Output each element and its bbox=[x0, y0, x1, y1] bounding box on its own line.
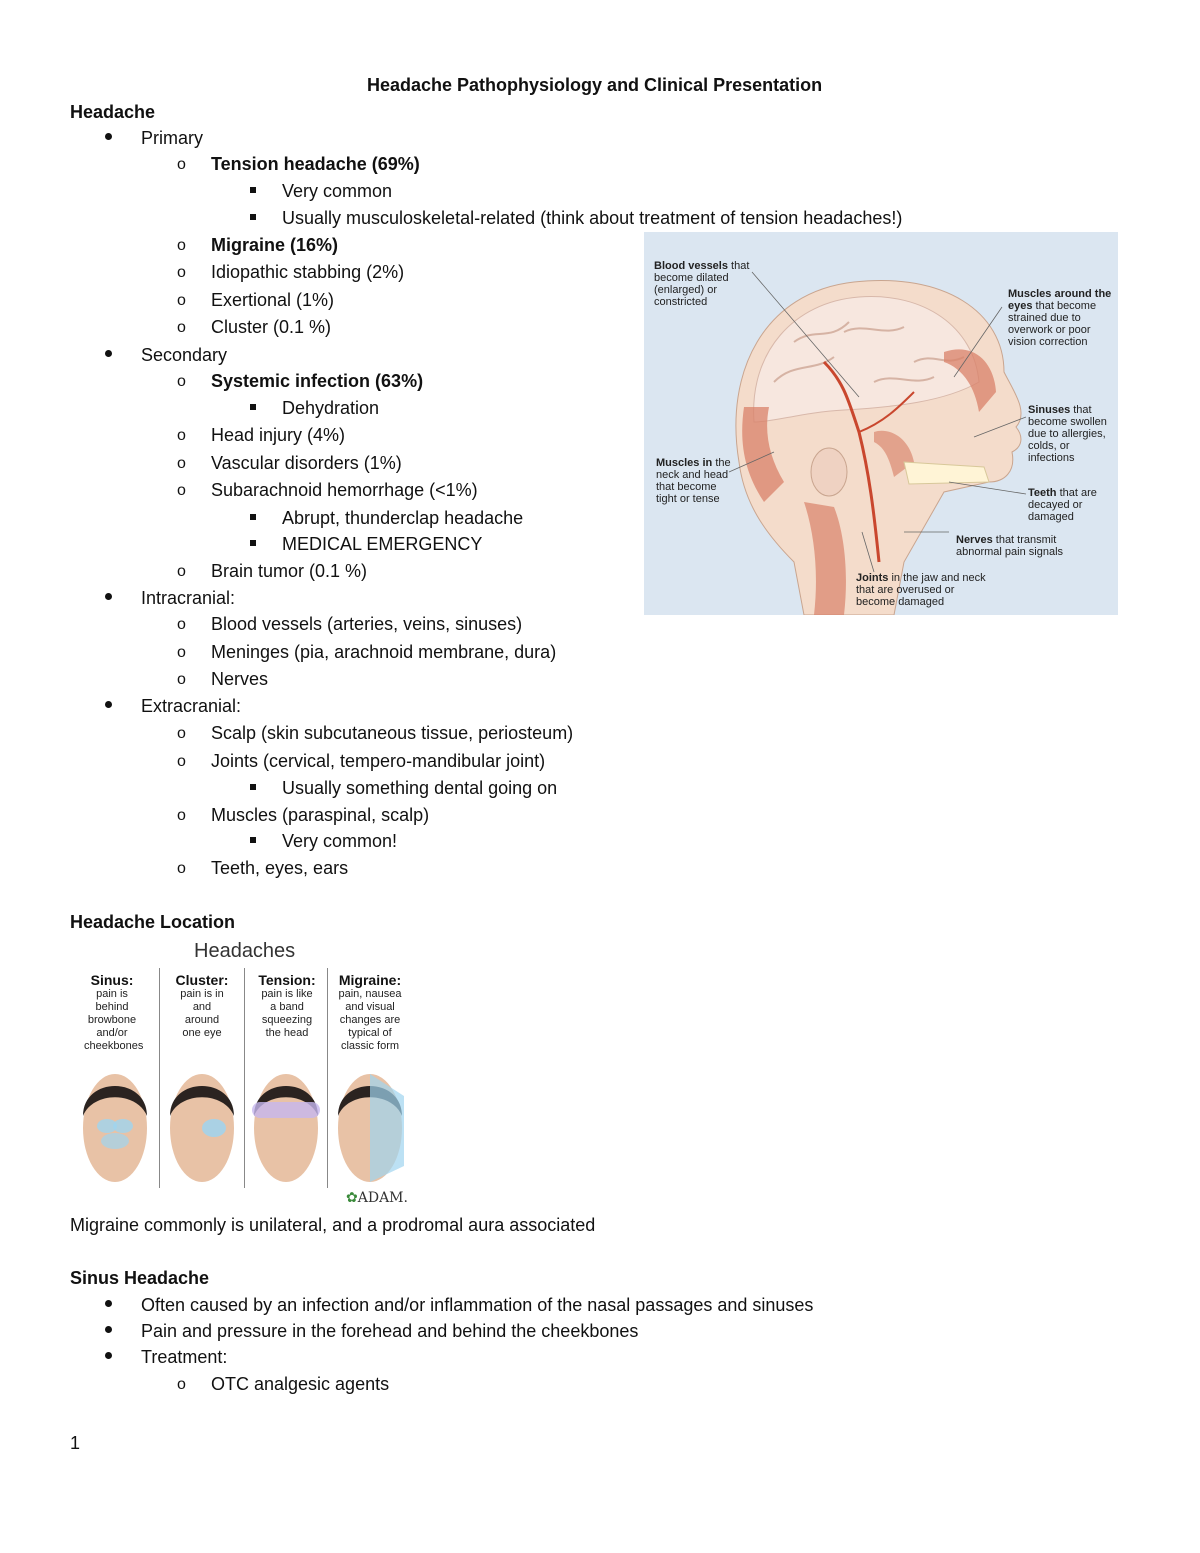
label-blood-vessels: Blood vessels that become dilated (enlarged) or constricted bbox=[654, 260, 750, 308]
bullet-square bbox=[250, 784, 256, 790]
list-item-systemic: Systemic infection (63%) bbox=[211, 371, 424, 391]
page-title: Headache Pathophysiology and Clinical Presentation bbox=[367, 75, 823, 95]
figure-title: Headaches bbox=[194, 940, 296, 962]
column-heading: Cluster: bbox=[175, 972, 229, 988]
list-item-intracranial: Intracranial: bbox=[141, 588, 236, 608]
bullet-circle: o bbox=[177, 482, 186, 499]
column-divider bbox=[327, 968, 328, 1188]
label-teeth: Teeth that are decayed or damaged bbox=[1028, 487, 1097, 523]
section-heading-headache: Headache bbox=[70, 102, 156, 122]
section-heading-sinus: Sinus Headache bbox=[70, 1268, 210, 1288]
list-item-vascular: Vascular disorders (1%) bbox=[211, 453, 402, 473]
bullet-dot bbox=[105, 1352, 112, 1359]
face-migraine-illustration bbox=[332, 1056, 408, 1192]
face-tension-illustration bbox=[248, 1056, 324, 1192]
column-divider bbox=[244, 968, 245, 1188]
column-migraine bbox=[328, 972, 412, 1053]
list-item-tension-sub2: Usually musculoskeletal-related (think about treatment of tension headaches!) bbox=[282, 208, 903, 228]
list-item-extracranial: Extracranial: bbox=[141, 696, 242, 716]
head-anatomy-figure bbox=[644, 232, 1118, 615]
list-item-dental: Usually something dental going on bbox=[282, 778, 558, 798]
list-item-brain-tumor: Brain tumor (0.1 %) bbox=[211, 561, 368, 581]
list-item-tension: Tension headache (69%) bbox=[211, 154, 420, 174]
list-item-secondary: Secondary bbox=[141, 345, 228, 365]
bullet-dot bbox=[105, 1326, 112, 1333]
list-item-vessels: Blood vessels (arteries, veins, sinuses) bbox=[211, 614, 523, 634]
column-tension bbox=[245, 972, 329, 1040]
column-sinus bbox=[70, 972, 154, 1053]
column-description: pain, nausea and visual changes are typical of classic form bbox=[338, 988, 402, 1052]
label-nerves: Nerves that transmit abnormal pain signals bbox=[956, 534, 1064, 558]
column-cluster bbox=[160, 972, 244, 1040]
bullet-circle: o bbox=[177, 427, 186, 444]
bullet-dot bbox=[105, 701, 112, 708]
label-sinuses: Sinuses that become swollen due to allergies, colds, or infections bbox=[1028, 404, 1107, 464]
bullet-circle: o bbox=[177, 292, 186, 309]
list-item-migraine: Migraine (16%) bbox=[211, 235, 339, 255]
bullet-square bbox=[250, 540, 256, 546]
bullet-circle: o bbox=[177, 237, 186, 254]
list-item-otc: OTC analgesic agents bbox=[211, 1374, 390, 1394]
list-item-teeth: Teeth, eyes, ears bbox=[211, 858, 349, 878]
figure-caption: Migraine commonly is unilateral, and a prodromal aura associated bbox=[70, 1215, 596, 1235]
bullet-circle: o bbox=[177, 616, 186, 633]
bullet-dot bbox=[105, 133, 112, 140]
list-item-dehydration: Dehydration bbox=[282, 398, 380, 418]
bullet-dot bbox=[105, 350, 112, 357]
bullet-square bbox=[250, 187, 256, 193]
bullet-circle: o bbox=[177, 319, 186, 336]
column-heading: Tension: bbox=[258, 972, 316, 988]
column-heading: Migraine: bbox=[338, 972, 402, 988]
bullet-square bbox=[250, 837, 256, 843]
list-item-cluster: Cluster (0.1 %) bbox=[211, 317, 332, 337]
list-item-meninges: Meninges (pia, arachnoid membrane, dura) bbox=[211, 642, 557, 662]
bullet-circle: o bbox=[177, 563, 186, 580]
bullet-circle: o bbox=[177, 807, 186, 824]
column-divider bbox=[159, 968, 160, 1188]
column-description: pain is behind browbone and/or cheekbones bbox=[84, 988, 144, 1052]
list-item-joints: Joints (cervical, tempero-mandibular joint) bbox=[211, 751, 546, 771]
bullet-circle: o bbox=[177, 860, 186, 877]
label-eye-muscles: Muscles around the eyes that become strained due to overwork or poor vision correction bbox=[1008, 288, 1112, 348]
bullet-circle: o bbox=[177, 644, 186, 661]
bullet-dot bbox=[105, 593, 112, 600]
list-item-sinus-cause: Often caused by an infection and/or inflammation of the nasal passages and sinuses bbox=[141, 1295, 814, 1315]
label-joints: Joints in the jaw and neck that are overused or become damaged bbox=[856, 572, 986, 608]
bullet-circle: o bbox=[177, 1376, 186, 1393]
bullet-square bbox=[250, 514, 256, 520]
section-heading-location: Headache Location bbox=[70, 912, 236, 932]
list-item-nerves: Nerves bbox=[211, 669, 269, 689]
list-item-treatment: Treatment: bbox=[141, 1347, 228, 1367]
bullet-dot bbox=[105, 1300, 112, 1307]
bullet-circle: o bbox=[177, 264, 186, 281]
bullet-circle: o bbox=[177, 725, 186, 742]
page-number: 1 bbox=[70, 1433, 81, 1453]
list-item-scalp: Scalp (skin subcutaneous tissue, periosteum) bbox=[211, 723, 574, 743]
list-item-exertional: Exertional (1%) bbox=[211, 290, 335, 310]
list-item-head-injury: Head injury (4%) bbox=[211, 425, 346, 445]
bullet-circle: o bbox=[177, 156, 186, 173]
bullet-circle: o bbox=[177, 671, 186, 688]
list-item-idiopathic: Idiopathic stabbing (2%) bbox=[211, 262, 405, 282]
bullet-square bbox=[250, 214, 256, 220]
list-item-emergency: MEDICAL EMERGENCY bbox=[282, 534, 483, 554]
column-description: pain is in and around one eye bbox=[180, 988, 224, 1039]
list-item-muscles: Muscles (paraspinal, scalp) bbox=[211, 805, 430, 825]
column-description: pain is like a band squeezing the head bbox=[261, 988, 313, 1039]
bullet-square bbox=[250, 404, 256, 410]
list-item-thunderclap: Abrupt, thunderclap headache bbox=[282, 508, 524, 528]
list-item-tension-sub1: Very common bbox=[282, 181, 393, 201]
list-item-sinus-pain: Pain and pressure in the forehead and behind the cheekbones bbox=[141, 1321, 639, 1341]
label-neck-muscles: Muscles in the neck and head that become tight or tense bbox=[656, 457, 731, 505]
list-item-primary: Primary bbox=[141, 128, 203, 148]
column-heading: Sinus: bbox=[90, 972, 134, 988]
headache-types-figure bbox=[70, 938, 420, 1213]
face-cluster-illustration bbox=[164, 1056, 240, 1192]
bullet-circle: o bbox=[177, 455, 186, 472]
list-item-very-common: Very common! bbox=[282, 831, 398, 851]
list-item-subarachnoid: Subarachnoid hemorrhage (<1%) bbox=[211, 480, 478, 500]
adam-logo: ✿ADAM. bbox=[346, 1190, 408, 1206]
bullet-circle: o bbox=[177, 753, 186, 770]
face-sinus-illustration bbox=[77, 1056, 153, 1192]
bullet-circle: o bbox=[177, 373, 186, 390]
